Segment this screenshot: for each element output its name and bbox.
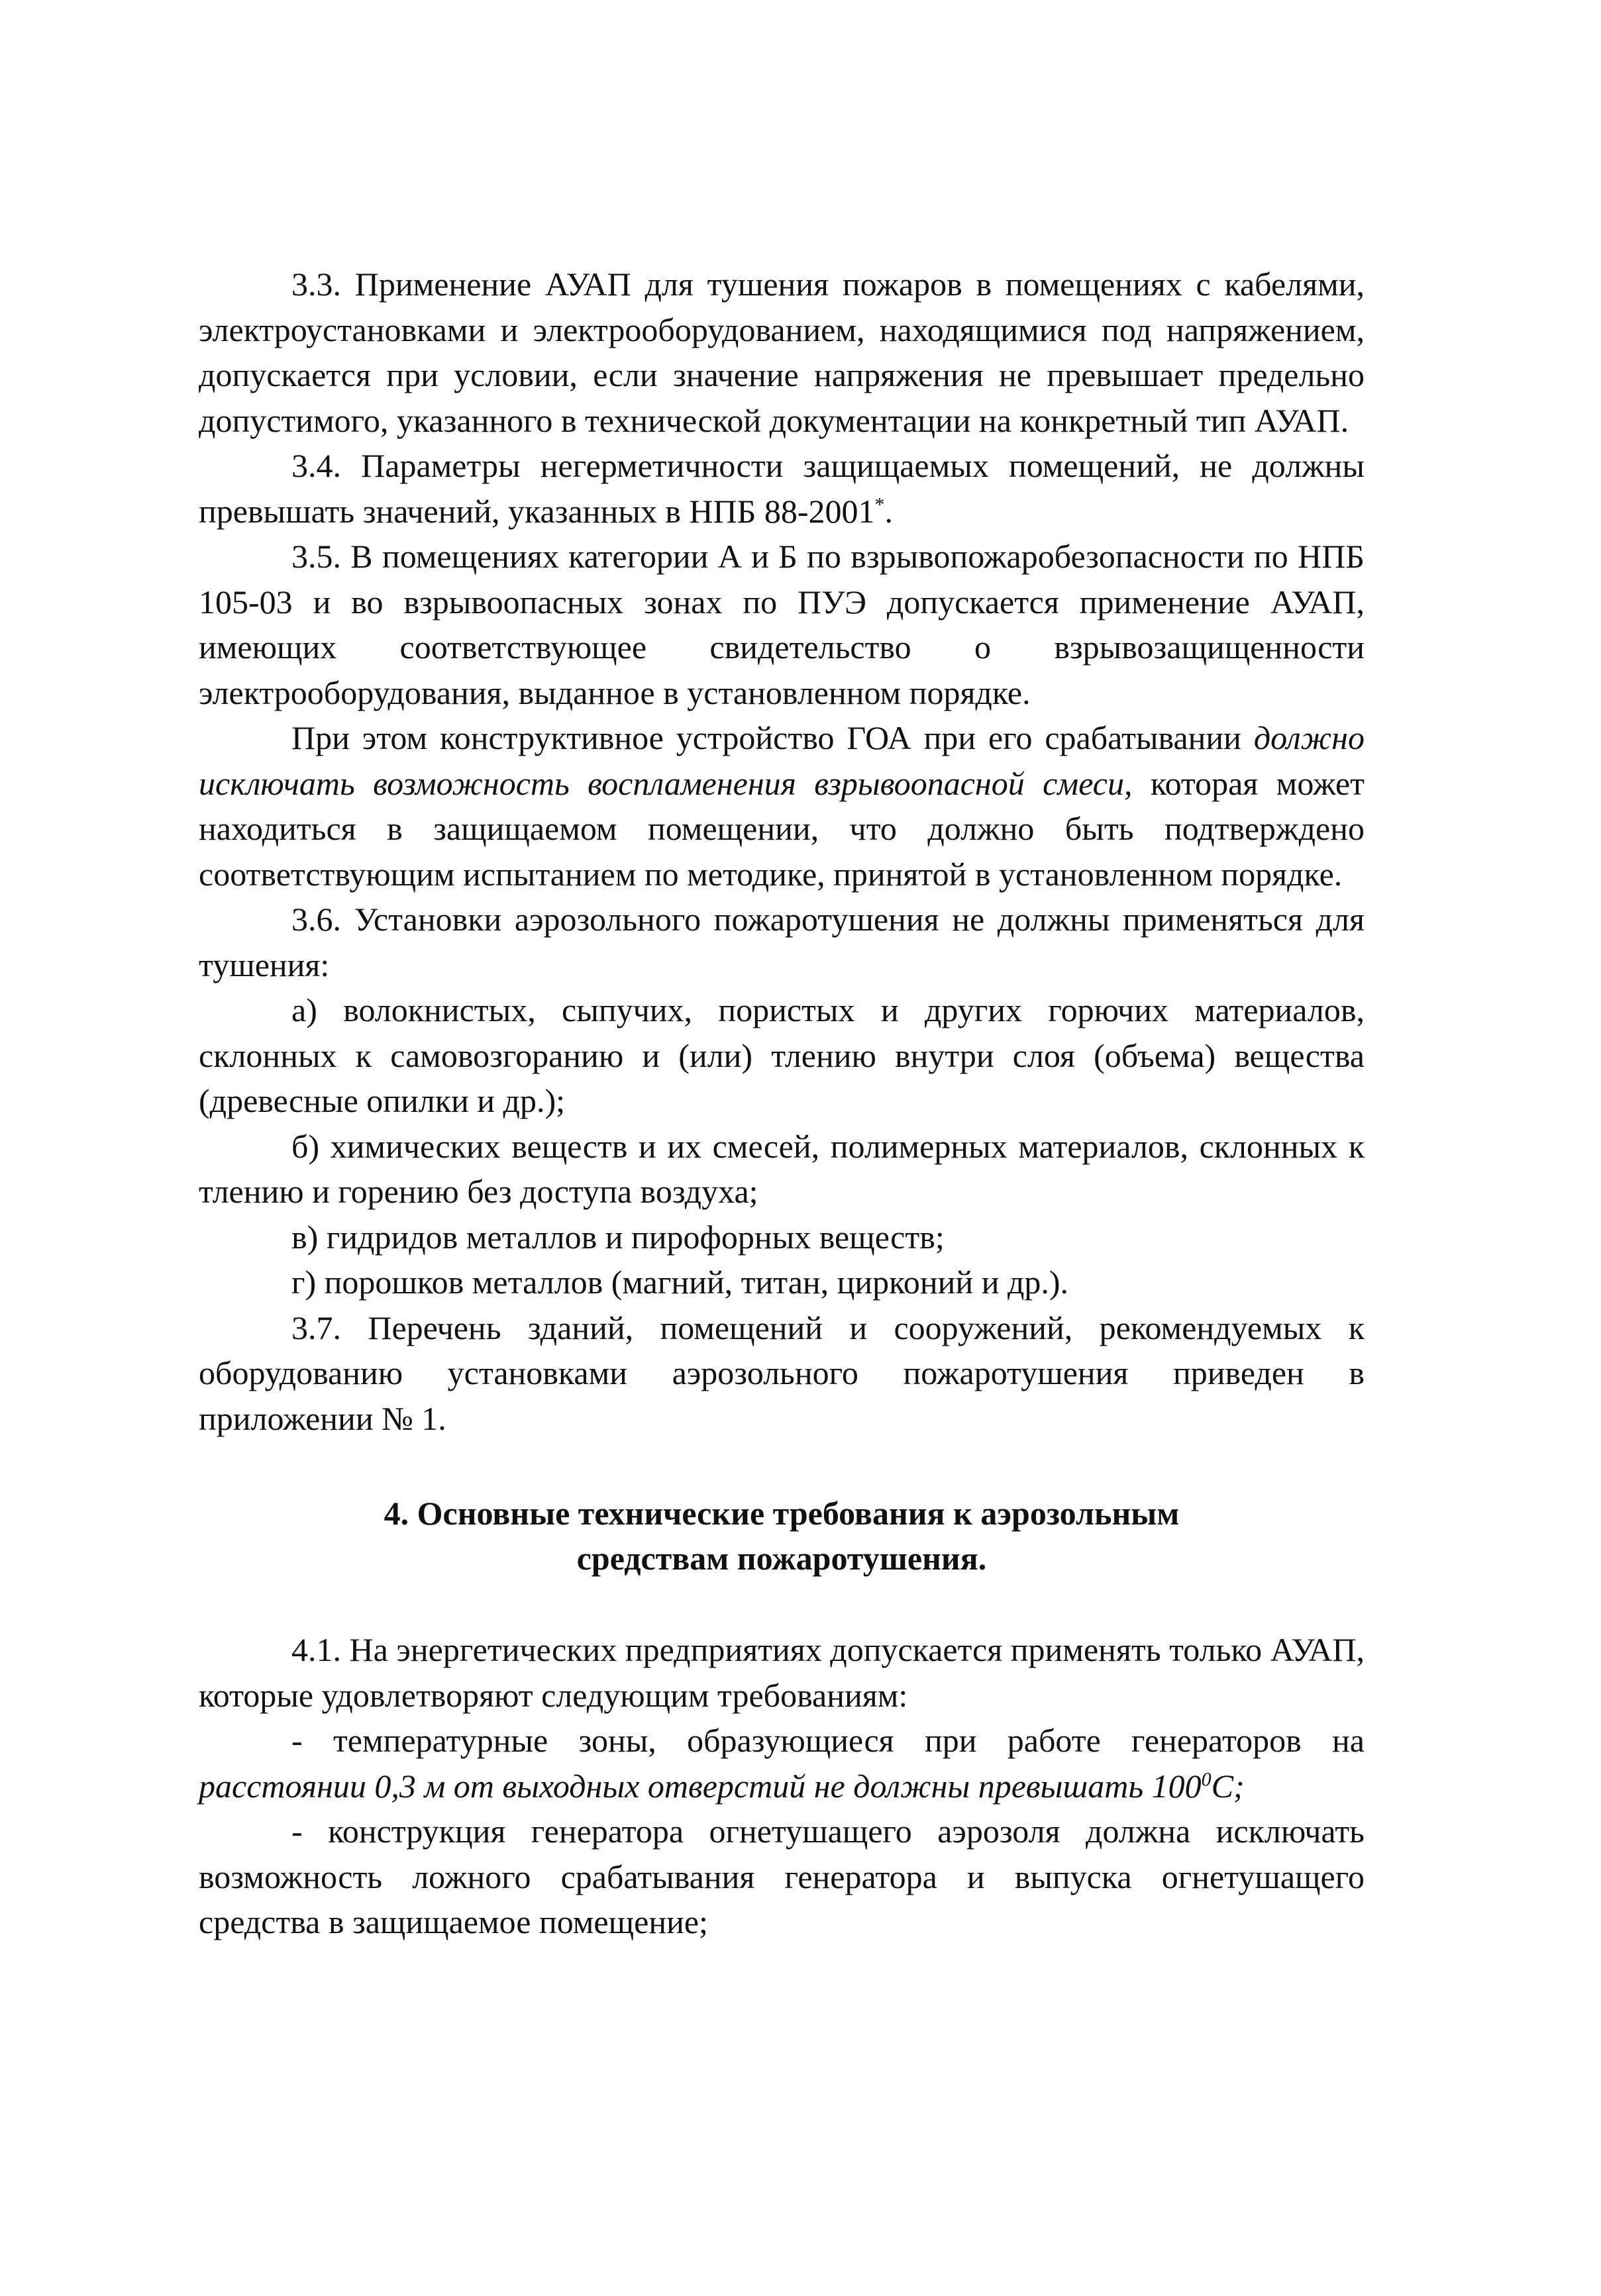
requirement-item-1-start: - температурные зоны, образующиеся при работе генераторов на bbox=[291, 1722, 1365, 1759]
paragraph-3-5-continuation-end: которая может находиться в защищаемом помещении, что должно быть подтверждено соответствующим испытанием по методике, принятой в установленном порядке. bbox=[199, 764, 1365, 893]
paragraph-3-6: 3.6. Установки аэрозольного пожаротушения не должны применяться для тушения: bbox=[199, 901, 1365, 983]
requirement-item-1-end: С; bbox=[1211, 1767, 1245, 1805]
paragraph-3-5: 3.5. В помещениях категории А и Б по взрывопожаробезопасности по НПБ 105-03 и во взрывоопасных зонах по ПУЭ допускается применение АУАП, имеющих соответствующее свидетельство о взрывозащищенности электрооборудования, выданное в установленном порядке. bbox=[199, 538, 1365, 711]
paragraph-3-4-text: 3.4. Параметры негерметичности защищаемых помещений, не должны превышать значений, указанных в НПБ 88-2001 bbox=[199, 447, 1365, 530]
list-item-d: г) порошков металлов (магний, титан, цирконий и др.). bbox=[291, 1264, 1069, 1301]
degree-superscript: 0 bbox=[1201, 1768, 1212, 1790]
footnote-marker: * bbox=[874, 493, 885, 515]
paragraph-3-3: 3.3. Применение АУАП для тушения пожаров в помещениях с кабелями, электроустановками и электрооборудованием, находящимися под напряжением, допускается при условии, если значение напряжения не превышает предельно допустимого, указанного в технической документации на конкретный тип АУАП. bbox=[199, 266, 1365, 439]
list-item-c: в) гидридов металлов и пирофорных веществ; bbox=[291, 1218, 945, 1256]
requirement-item-1-italic-text: расстоянии 0,3 м от выходных отверстий не должны превышать 100 bbox=[199, 1767, 1202, 1805]
paragraph-3-4-end: . bbox=[884, 492, 893, 530]
list-item-a: а) волокнистых, сыпучих, пористых и других горючих материалов, склонных к самовозгоранию и (или) тлению внутри слоя (объема) вещества (древесные опилки и др.); bbox=[199, 991, 1365, 1119]
paragraph-3-4 bbox=[199, 443, 1365, 534]
paragraph-3-5-continuation-start: При этом конструктивное устройство ГОА при его срабатывании bbox=[291, 719, 1254, 756]
requirement-item-2: - конструкция генератора огнетушащего аэрозоля должна исключать возможность ложного срабатывания генератора и выпуска огнетушащего средства в защищаемое помещение; bbox=[199, 1813, 1365, 1940]
paragraph-3-7: 3.7. Перечень зданий, помещений и сооружений, рекомендуемых к оборудованию установками аэрозольного пожаротушения приведен в приложении № 1. bbox=[199, 1309, 1365, 1437]
requirement-item-1-italic bbox=[199, 1768, 1245, 1805]
section-4-heading-line-1: 4. Основные технические требования к аэрозольным bbox=[384, 1495, 1180, 1532]
paragraph-4-1: 4.1. На энергетических предприятиях допускается применять только АУАП, которые удовлетворяют следующим требованиям: bbox=[199, 1631, 1365, 1714]
requirement-item-1 bbox=[199, 1718, 1365, 1809]
section-4-heading bbox=[199, 1491, 1365, 1581]
paragraph-3-5-continuation-italic: должно исключать возможность воспламенения взрывоопасной смеси, bbox=[199, 719, 1365, 802]
paragraph-3-5-continuation bbox=[199, 715, 1365, 897]
list-item-b: б) химических веществ и их смесей, полимерных материалов, склонных к тлению и горению без доступа воздуха; bbox=[199, 1127, 1365, 1210]
document-page bbox=[199, 262, 1365, 1945]
section-4-heading-line-2: средствам пожаротушения. bbox=[576, 1540, 987, 1577]
